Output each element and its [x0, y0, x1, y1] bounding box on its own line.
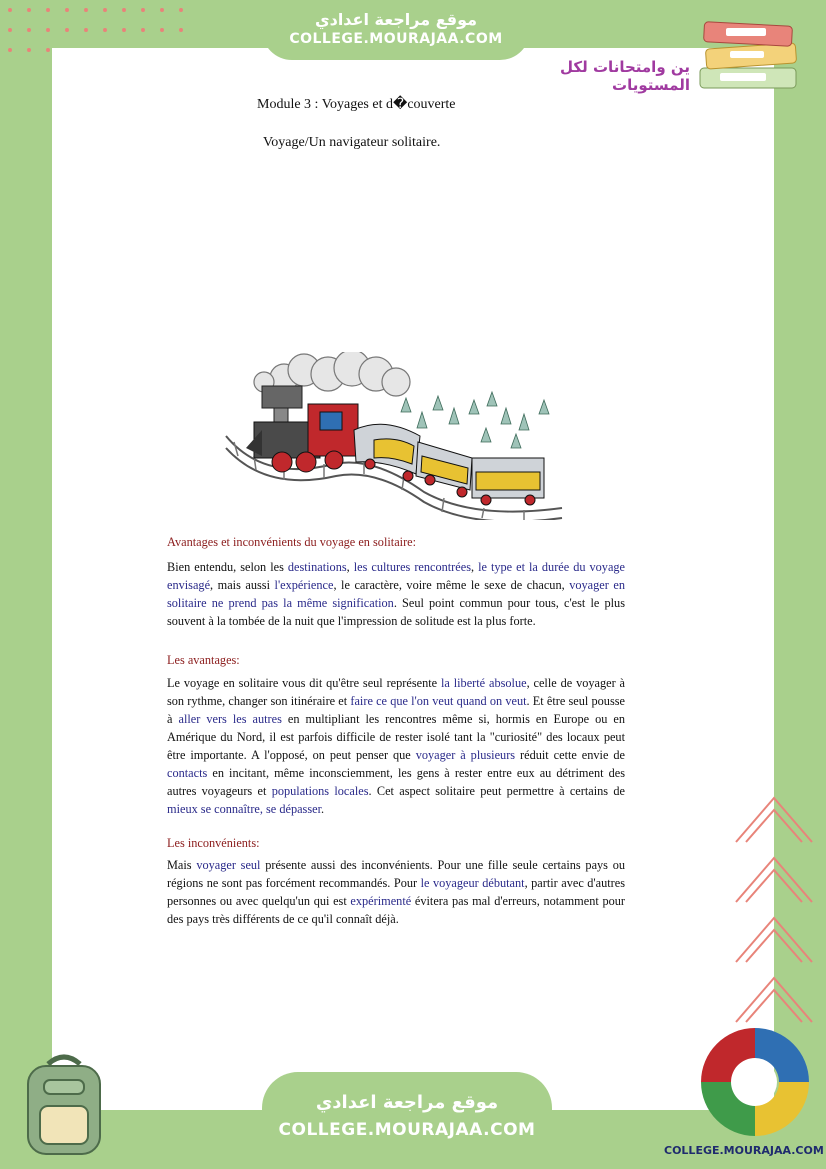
decorative-dot [65, 28, 69, 32]
body-text: . [321, 802, 325, 816]
section-heading-text: Les inconvénients: [167, 836, 260, 850]
keyword-highlight: la liberté absolue [440, 676, 527, 690]
decorative-dot [179, 8, 183, 12]
decorative-dot [27, 48, 31, 52]
decorative-dot [122, 28, 126, 32]
site-tagline: ين وامتحانات لكل المستويات [560, 58, 690, 94]
body-text: Le voyage en solitaire vous dit qu'être seul représente [167, 676, 441, 690]
decorative-dot [8, 8, 12, 12]
body-text: Mais [167, 858, 197, 872]
keyword-highlight: l'expérience [274, 578, 334, 592]
keyword-highlight: le voyageur débutant [420, 876, 525, 890]
keyword-highlight: populations locales [271, 784, 369, 798]
module-title: Module 3 : Voyages et d�couverte [257, 97, 456, 112]
body-text: évitera pas mal d'erreurs, notamment pour des pays très différents de ce qu'il connaît déjà. [167, 894, 625, 926]
paragraph-disadvantages [167, 856, 625, 928]
body-text: , le caractère, voire même le sexe de chacun, [333, 578, 570, 592]
section-heading-advantages [167, 651, 625, 669]
keyword-highlight: voyager en solitaire ne prend pas la même signification [167, 578, 625, 610]
document-subtitle: Voyage/Un navigateur solitaire. [263, 135, 441, 150]
decorative-dot [65, 8, 69, 12]
decorative-dot [46, 48, 50, 52]
keyword-highlight: le type et la durée du voyage envisagé [167, 560, 626, 592]
site-url[interactable]: COLLEGE.MOURAJAA.COM [289, 31, 503, 47]
decorative-dot [141, 8, 145, 12]
keyword-highlight: faire ce que l'on veut quand on veut [350, 694, 527, 708]
site-logo-icon [692, 1022, 818, 1140]
site-banner-top[interactable] [262, 2, 530, 60]
chevron-decoration-icon [730, 790, 820, 1030]
body-text: . Cet aspect solitaire peut permettre à certains de [368, 784, 625, 798]
keyword-highlight: voyager seul [196, 858, 261, 872]
body-text: Bien entendu, selon les [167, 560, 288, 574]
backpack-icon [14, 1050, 114, 1160]
decorative-dot [103, 28, 107, 32]
body-text: , [470, 560, 479, 574]
books-stack-icon [696, 10, 806, 96]
decorative-dot [46, 8, 50, 12]
keyword-highlight: contacts [167, 766, 208, 780]
body-text: . Et être seul pousse à [167, 694, 625, 726]
decorative-dot [160, 28, 164, 32]
keyword-highlight: destinations [287, 560, 347, 574]
decorative-dot [46, 28, 50, 32]
section-heading-text: Avantages et inconvénients du voyage en solitaire: [167, 535, 417, 549]
section-heading-disadvantages [167, 834, 625, 852]
body-text: présente aussi des inconvénients. Pour une fille seule certains pays ou régions ne sont pas forcément recommandés. Pour [167, 858, 625, 890]
keyword-highlight: mieux se connaître, se dépasser [167, 802, 321, 816]
decorative-dot [103, 8, 107, 12]
keyword-highlight: aller vers les autres [178, 712, 282, 726]
logo-caption: COLLEGE.MOURAJAA.COM [664, 1144, 824, 1157]
body-text: en incitant, même inconsciemment, les gens à rester entre eux au détriment des autres voyageurs et [167, 766, 625, 798]
decorative-dot [179, 28, 183, 32]
body-text: , celle de voyager à son rythme, changer son itinéraire et [167, 676, 625, 708]
decorative-dot [84, 28, 88, 32]
decorative-dot [8, 28, 12, 32]
keyword-highlight: les cultures rencontrées [353, 560, 471, 574]
decorative-dot [8, 48, 12, 52]
keyword-highlight: expérimenté [350, 894, 412, 908]
section-heading-text: Les avantages: [167, 653, 240, 667]
site-url[interactable]: COLLEGE.MOURAJAA.COM [278, 1120, 536, 1140]
decorative-dot [27, 28, 31, 32]
body-text: , partir avec d'autres personnes ou avec quelqu'un qui est [167, 876, 625, 908]
paragraph-advantages [167, 674, 625, 818]
body-text: en multipliant les rencontres même si, hormis en Europe ou en Amérique du Nord, il est parfois difficile de rester isolé tant la "curiosité" des locaux peut être importante. A l'opposé, on peut penser que [167, 712, 625, 762]
body-text: réduit cette envie de [515, 748, 625, 762]
decorative-dot [141, 28, 145, 32]
decorative-dot [122, 8, 126, 12]
site-name-arabic: موقع مراجعة اعدادي [314, 10, 478, 29]
site-banner-bottom[interactable] [262, 1072, 552, 1169]
site-name-arabic: موقع مراجعة اعدادي [315, 1092, 499, 1113]
body-text: . Seul point commun pour tous, c'est le plus souvent à la tombée de la nuit que l'impression de solitude est la plus forte. [167, 596, 625, 628]
body-text: , [346, 560, 354, 574]
body-text: , mais aussi [210, 578, 275, 592]
train-illustration [224, 352, 564, 520]
decorative-dot [27, 8, 31, 12]
keyword-highlight: voyager à plusieurs [415, 748, 516, 762]
decorative-dot [84, 8, 88, 12]
paragraph-intro [167, 558, 625, 630]
section-heading-overview [167, 533, 625, 551]
decorative-dot [160, 8, 164, 12]
